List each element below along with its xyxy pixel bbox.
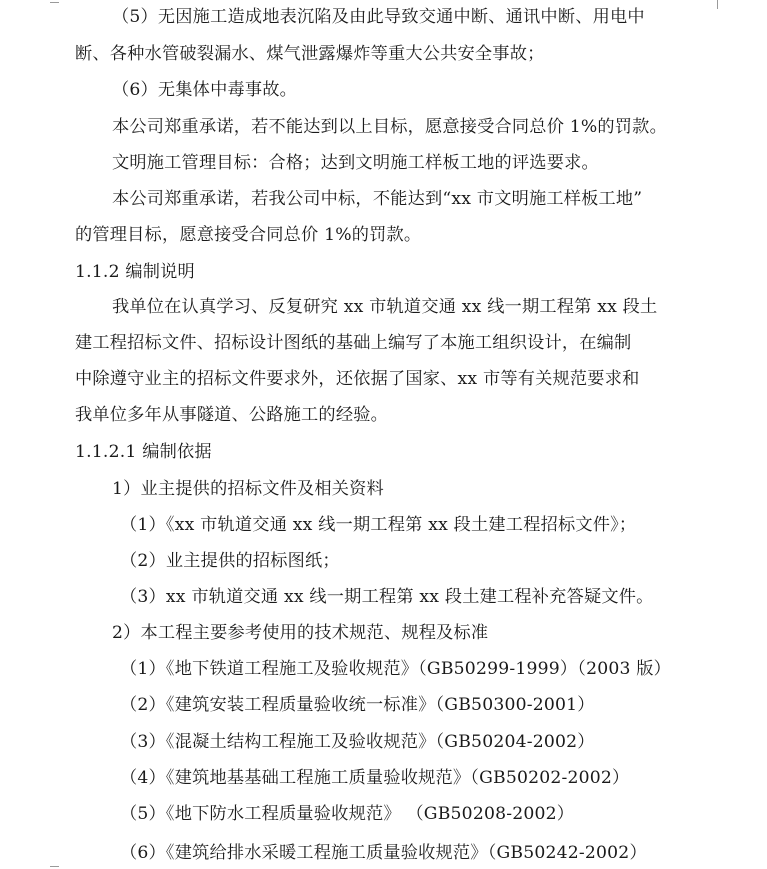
body-text-line: 断、各种水管破裂漏水、煤气泄露爆炸等重大公共安全事故； xyxy=(75,44,545,64)
list-item: （6）《建筑给排水采暖工程施工质量验收规范》（GB50242-2002） xyxy=(120,843,647,863)
section-heading: 1.1.2 编制说明 xyxy=(75,262,195,282)
top-right-corner-mark xyxy=(717,0,718,9)
list-item: （5）《地下防水工程质量验收规范》 （GB50208-2002） xyxy=(120,804,575,824)
list-item: （2）《建筑安装工程质量验收统一标准》（GB50300-2001） xyxy=(120,695,595,715)
list-heading: 1）业主提供的招标文件及相关资料 xyxy=(112,479,384,499)
top-left-corner-mark xyxy=(50,2,59,3)
subsection-heading: 1.1.2.1 编制依据 xyxy=(75,442,212,462)
list-heading: 2）本工程主要参考使用的技术规范、规程及标准 xyxy=(112,623,489,643)
body-text-line: 建工程招标文件、招标设计图纸的基础上编写了本施工组织设计，在编制 xyxy=(75,333,632,353)
list-item: （1）《地下铁道工程施工及验收规范》（GB50299-1999）（2003 版） xyxy=(120,659,672,679)
body-text-line: 我单位在认真学习、反复研究 xx 市轨道交通 xx 线一期工程第 xx 段土 xyxy=(112,297,658,317)
list-item: （4）《建筑地基基础工程施工质量验收规范》（GB50202-2002） xyxy=(120,768,630,788)
list-item: （3）xx 市轨道交通 xx 线一期工程第 xx 段土建工程补充答疑文件。 xyxy=(120,587,654,607)
body-text-line: （6）无集体中毒事故。 xyxy=(112,80,298,100)
body-text-line: 本公司郑重承诺，若不能达到以上目标，愿意接受合同总价 1%的罚款。 xyxy=(112,117,667,137)
body-text-line: 的管理目标，愿意接受合同总价 1%的罚款。 xyxy=(75,225,422,245)
bottom-left-corner-mark xyxy=(50,866,59,867)
body-text-line: 本公司郑重承诺，若我公司中标，不能达到“xx 市文明施工样板工地” xyxy=(112,189,643,209)
body-text-line: 中除遵守业主的招标文件要求外，还依据了国家、xx 市等有关规范要求和 xyxy=(75,369,640,389)
body-text-line: （5）无因施工造成地表沉陷及由此导致交通中断、通讯中断、用电中 xyxy=(112,7,645,27)
body-text-line: 我单位多年从事隧道、公路施工的经验。 xyxy=(75,405,388,425)
list-item: （1）《xx 市轨道交通 xx 线一期工程第 xx 段土建工程招标文件》； xyxy=(120,515,637,535)
body-text-line: 文明施工管理目标：合格；达到文明施工样板工地的评选要求。 xyxy=(112,153,599,173)
list-item: （3）《混凝土结构工程施工及验收规范》（GB50204-2002） xyxy=(120,732,595,752)
list-item: （2）业主提供的招标图纸； xyxy=(120,551,340,571)
